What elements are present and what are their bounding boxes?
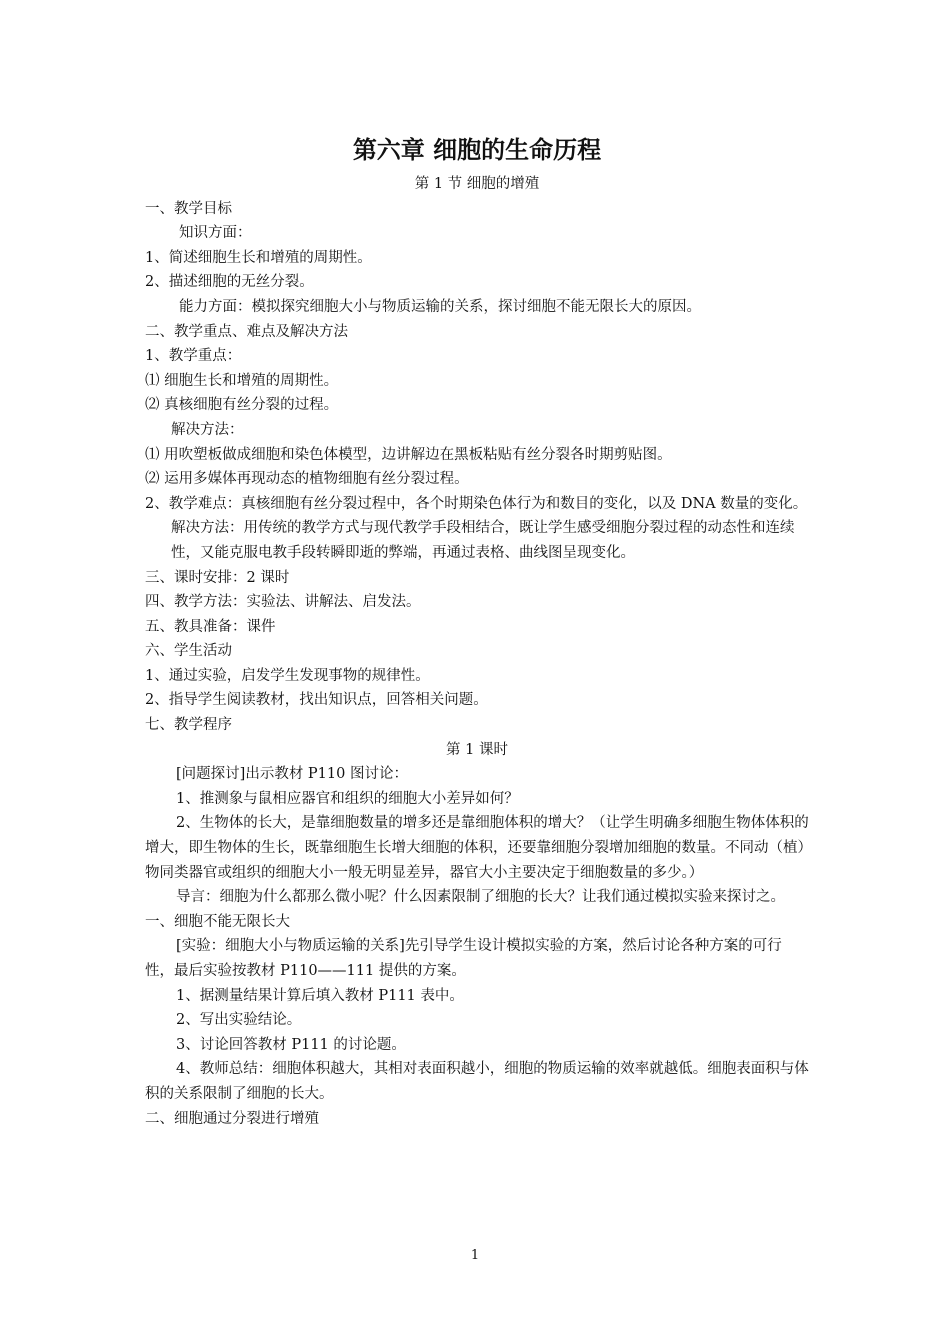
paragraph: 4、教师总结：细胞体积越大，其相对表面积越小，细胞的物质运输的效率就越低。细胞表面积与体积的关系限制了细胞的长大。	[145, 1061, 809, 1102]
list-item: ⑴ 用吹塑板做成细胞和染色体模型，边讲解边在黑板粘贴有丝分裂各时期剪贴图。	[145, 446, 672, 463]
list-item: ⑵ 真核细胞有丝分裂的过程。	[145, 397, 339, 414]
list-item: 1、通过实验，启发学生发现事物的规律性。	[145, 667, 430, 684]
heading-cell-division: 二、细胞通过分裂进行增殖	[145, 1110, 319, 1127]
list-item: 2、描述细胞的无丝分裂。	[145, 274, 314, 291]
heading-methods: 四、教学方法：实验法、讲解法、启发法。	[145, 594, 421, 611]
document-body	[145, 130, 809, 1131]
paragraph: 2、生物体的长大，是靠细胞数量的增多还是靠细胞体积的增大？（让学生明确多细胞生物体体积的增大，即生物体的生长，既靠细胞生长增大细胞的体积，还要靠细胞分裂增加细胞的数量。不同动（植）物同类器官或组织的细胞大小一般无明显差异，器官大小主要决定于细胞数量的多少。）	[145, 815, 809, 881]
subheading-knowledge: 知识方面：	[179, 225, 252, 242]
section-title: 第 1 节 细胞的增殖	[414, 176, 540, 192]
paragraph: 1、推测象与鼠相应器官和组织的细胞大小差异如何？	[176, 790, 519, 807]
lesson-title: 第 1 课时	[446, 741, 508, 758]
list-item: ⑴ 细胞生长和增殖的周期性。	[145, 372, 339, 389]
subheading-solution: 解决方法：	[171, 421, 244, 438]
paragraph: 3、讨论回答教材 P111 的讨论题。	[176, 1036, 406, 1053]
chapter-title: 第六章 细胞的生命历程	[352, 136, 602, 164]
list-item: ⑵ 运用多媒体再现动态的植物细胞有丝分裂过程。	[145, 471, 469, 488]
list-item: 1、教学重点：	[145, 348, 242, 365]
heading-teaching-goals: 一、教学目标	[145, 200, 232, 217]
heading-cell-growth-limit: 一、细胞不能无限长大	[145, 913, 290, 930]
heading-procedure: 七、教学程序	[145, 717, 232, 734]
heading-materials: 五、教具准备：课件	[145, 618, 276, 635]
paragraph: 解决方法：用传统的教学方式与现代教学手段相结合，既让学生感受细胞分裂过程的动态性和连续性，又能克服电教手段转瞬即逝的弊端，再通过表格、曲线图呈现变化。	[171, 520, 795, 561]
list-item: 1、简述细胞生长和增殖的周期性。	[145, 249, 372, 266]
heading-schedule: 三、课时安排：2 课时	[145, 569, 290, 586]
page-number: 1	[470, 1248, 480, 1263]
paragraph: 2、写出实验结论。	[176, 1012, 302, 1029]
paragraph: 1、据测量结果计算后填入教材 P111 表中。	[176, 987, 464, 1004]
paragraph: 导言：细胞为什么都那么微小呢？什么因素限制了细胞的长大？让我们通过模拟实验来探讨之。	[176, 889, 785, 906]
heading-student-activities: 六、学生活动	[145, 643, 232, 660]
list-item: 2、教学难点：真核细胞有丝分裂过程中，各个时期染色体行为和数目的变化，以及 DNA 数量的变化。	[145, 495, 808, 512]
heading-key-points: 二、教学重点、难点及解决方法	[145, 323, 348, 340]
list-item: 2、指导学生阅读教材，找出知识点，回答相关问题。	[145, 692, 488, 709]
subheading-ability: 能力方面：模拟探究细胞大小与物质运输的关系，探讨细胞不能无限长大的原因。	[179, 298, 701, 315]
paragraph: [问题探讨]出示教材 P110 图讨论：	[176, 766, 408, 783]
paragraph: [实验：细胞大小与物质运输的关系]先引导学生设计模拟实验的方案，然后讨论各种方案的可行性，最后实验按教材 P110——111 提供的方案。	[145, 938, 782, 979]
